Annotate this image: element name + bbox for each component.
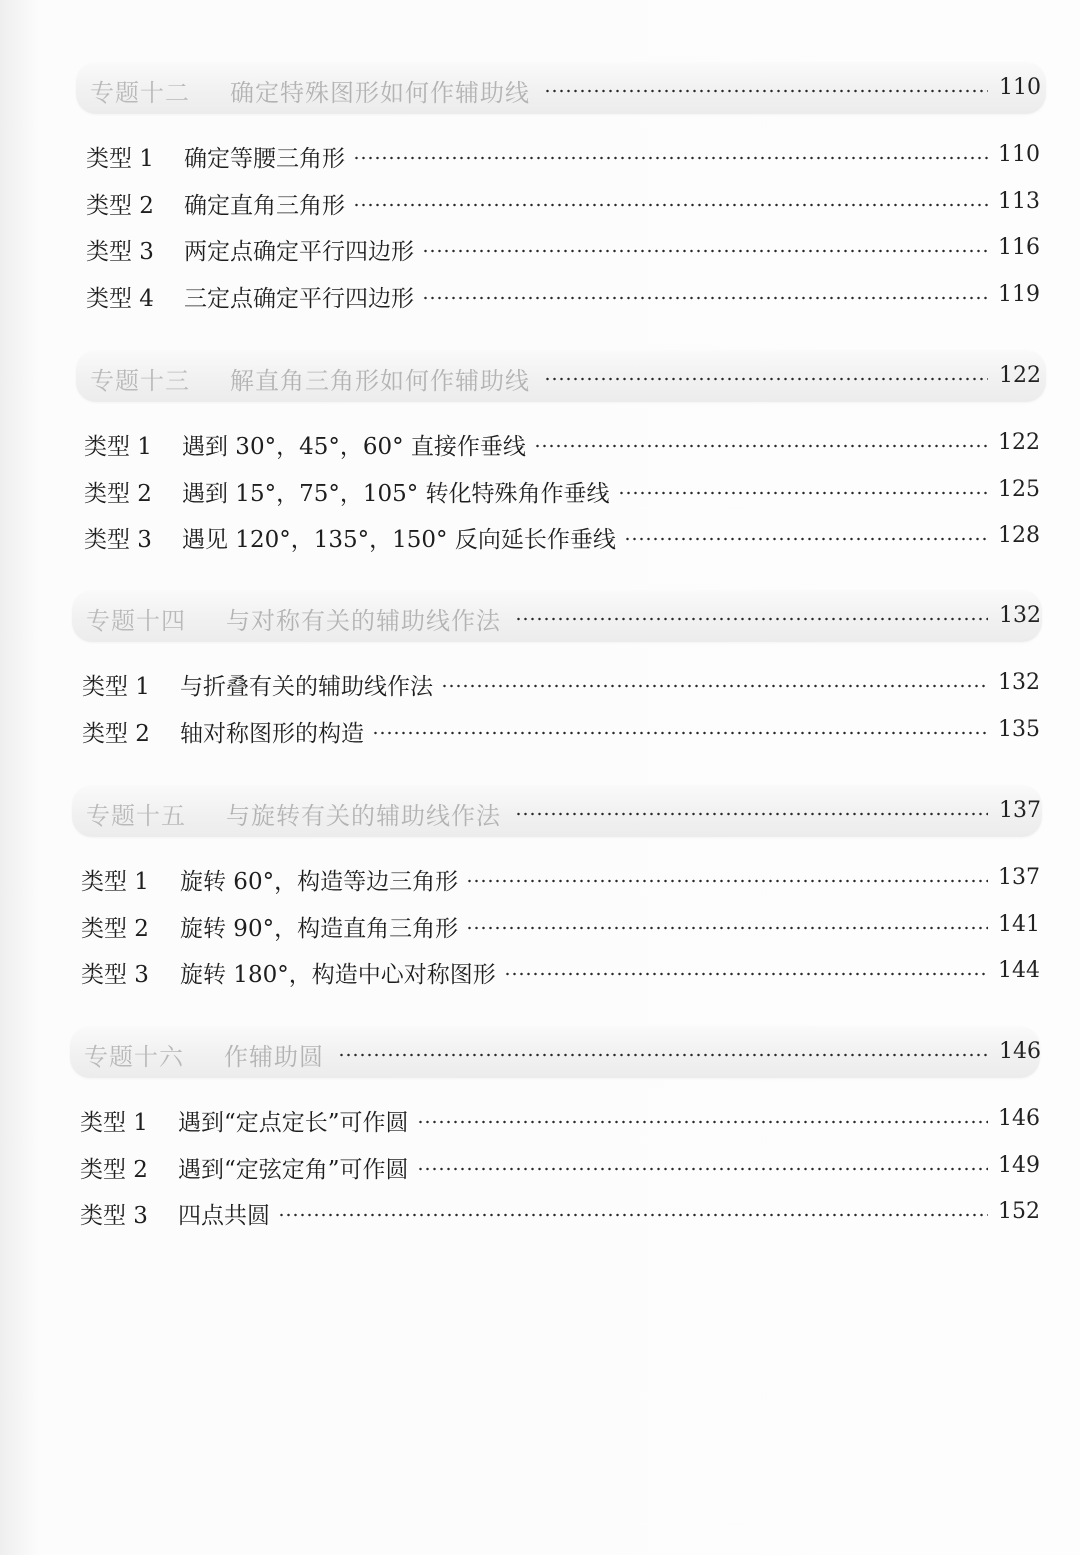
section-header[interactable]	[72, 785, 1042, 837]
entry-type-label: 类型 2	[84, 480, 152, 507]
entry-title: 遇到 30°，45°，60° 直接作垂线	[182, 434, 526, 460]
entry-page-number[interactable]: 152	[998, 1199, 1040, 1225]
entry-type-label: 类型 1	[81, 869, 149, 895]
section-header[interactable]	[70, 1026, 1040, 1078]
entry-page-number[interactable]: 122	[998, 430, 1040, 455]
entry-type-label: 类型 2	[86, 192, 154, 219]
entry-page-number[interactable]: 128	[998, 523, 1040, 549]
section-page-number[interactable]: 122	[999, 363, 1041, 388]
section-label: 专题十五	[86, 802, 186, 830]
entry-page-number[interactable]: 137	[998, 865, 1040, 890]
section-title: 解直角三角形如何作辅助线	[230, 367, 530, 395]
dot-leader	[353, 156, 988, 160]
entry-type-label: 类型 2	[81, 915, 149, 942]
toc-entry[interactable]	[0, 910, 1080, 950]
entry-type-label: 类型 3	[84, 527, 152, 554]
toc-entry[interactable]	[0, 475, 1080, 515]
toc-entry[interactable]	[0, 1151, 1080, 1191]
dot-leader	[466, 926, 988, 930]
dot-leader	[441, 684, 988, 688]
entry-title: 确定等腰三角形	[184, 146, 345, 172]
entry-title: 轴对称图形的构造	[180, 720, 364, 747]
section-label: 专题十六	[84, 1043, 184, 1071]
dot-leader	[466, 879, 988, 883]
entry-title: 两定点确定平行四边形	[184, 239, 414, 266]
section-page-number[interactable]: 137	[999, 798, 1041, 823]
entry-page-number[interactable]: 149	[998, 1152, 1040, 1178]
dot-leader	[417, 1120, 988, 1124]
dot-leader	[624, 537, 988, 541]
entry-title: 四点共圆	[178, 1203, 270, 1230]
section-page-number[interactable]: 110	[999, 75, 1041, 100]
dot-leader	[353, 203, 988, 207]
toc-entry[interactable]	[0, 280, 1080, 320]
entry-type-label: 类型 4	[86, 285, 154, 312]
entry-page-number[interactable]: 132	[998, 670, 1040, 695]
section-header[interactable]	[72, 590, 1042, 642]
entry-title: 三定点确定平行四边形	[184, 285, 414, 312]
dot-leader	[422, 296, 988, 300]
section-title: 作辅助圆	[224, 1043, 324, 1071]
dot-leader	[534, 444, 988, 448]
entry-title: 遇到“定点定长”可作圆	[178, 1110, 409, 1136]
entry-title: 与折叠有关的辅助线作法	[180, 674, 433, 700]
dot-leader	[618, 491, 988, 495]
entry-page-number[interactable]: 110	[998, 142, 1040, 167]
toc-entry[interactable]	[0, 956, 1080, 996]
toc-entry[interactable]	[0, 521, 1080, 561]
section-page-number[interactable]: 146	[999, 1039, 1041, 1064]
toc-entry[interactable]	[0, 1197, 1080, 1237]
toc-entry[interactable]	[0, 140, 1080, 180]
section-title: 确定特殊图形如何作辅助线	[230, 79, 530, 107]
entry-type-label: 类型 1	[84, 434, 152, 460]
entry-page-number[interactable]: 116	[998, 235, 1040, 261]
section-label: 专题十二	[90, 79, 190, 107]
entry-page-number[interactable]: 146	[998, 1106, 1040, 1131]
section-title: 与旋转有关的辅助线作法	[226, 802, 501, 830]
section-header[interactable]	[76, 350, 1046, 402]
entry-page-number[interactable]: 141	[998, 911, 1040, 937]
dot-leader	[544, 89, 988, 93]
dot-leader	[515, 812, 988, 816]
toc-entry[interactable]	[0, 863, 1080, 903]
section-page-number[interactable]: 132	[999, 603, 1041, 628]
dot-leader	[544, 377, 988, 381]
toc-entry[interactable]	[0, 233, 1080, 273]
entry-type-label: 类型 2	[80, 1156, 148, 1183]
entry-type-label: 类型 1	[80, 1110, 148, 1136]
toc-entry[interactable]	[0, 1104, 1080, 1144]
entry-page-number[interactable]: 144	[998, 958, 1040, 984]
entry-title: 遇到“定弦定角”可作圆	[178, 1156, 409, 1183]
dot-leader	[417, 1167, 988, 1171]
dot-leader	[372, 731, 988, 735]
entry-title: 旋转 180°，构造中心对称图形	[180, 962, 496, 989]
entry-type-label: 类型 3	[81, 962, 149, 989]
toc-entry[interactable]	[0, 187, 1080, 227]
entry-page-number[interactable]: 113	[998, 188, 1040, 214]
dot-leader	[338, 1053, 988, 1057]
dot-leader	[515, 617, 988, 621]
toc-entry[interactable]	[0, 668, 1080, 708]
section-label: 专题十三	[90, 367, 190, 395]
entry-page-number[interactable]: 119	[998, 281, 1040, 307]
entry-page-number[interactable]: 135	[998, 716, 1040, 742]
entry-page-number[interactable]: 125	[998, 476, 1040, 502]
entry-type-label: 类型 1	[86, 146, 154, 172]
section-header[interactable]	[76, 62, 1046, 114]
entry-title: 确定直角三角形	[184, 192, 345, 219]
entry-type-label: 类型 2	[82, 720, 150, 747]
toc-entry[interactable]	[0, 428, 1080, 468]
section-label: 专题十四	[86, 607, 186, 635]
dot-leader	[504, 972, 988, 976]
section-title: 与对称有关的辅助线作法	[226, 607, 501, 635]
entry-title: 遇到 15°，75°，105° 转化特殊角作垂线	[182, 480, 610, 507]
dot-leader	[278, 1213, 988, 1217]
entry-title: 遇见 120°，135°，150° 反向延长作垂线	[182, 527, 616, 554]
entry-type-label: 类型 3	[80, 1203, 148, 1230]
entry-title: 旋转 60°，构造等边三角形	[180, 869, 459, 895]
entry-title: 旋转 90°，构造直角三角形	[180, 915, 459, 942]
entry-type-label: 类型 3	[86, 239, 154, 266]
dot-leader	[422, 249, 988, 253]
entry-type-label: 类型 1	[82, 674, 150, 700]
toc-entry[interactable]	[0, 715, 1080, 755]
